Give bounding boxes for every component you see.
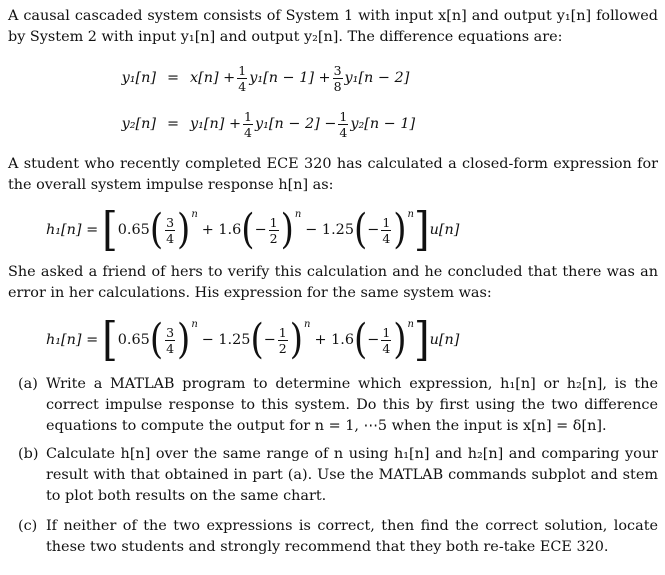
expr1-base3 <box>381 216 391 245</box>
expr1-paren: ) <box>280 206 294 254</box>
difference-equation-2 <box>100 104 500 144</box>
expr2-coef1: 0.65 <box>117 331 150 348</box>
eq2-term3: y₂[n − 1] <box>350 115 416 132</box>
eq1-f1-den: 4 <box>238 78 247 94</box>
expr1-paren: ) <box>393 206 407 254</box>
intro-paragraph: A causal cascaded system consists of System 1 with input x[n] and output y₁[n] followed by System 2 with input y₁[n] and output y₂[n]. The difference equations are: <box>8 8 658 45</box>
expr1-lhs: h₁[n] = <box>46 221 99 238</box>
question-a-text: Write a MATLAB program to determine which expression, h₁[n] or h₂[n], is the correct impulse response to this system. Do this by first using the two difference equations to compute the output for n = 1, ⋯5 when the input is x[n] = δ[n]. <box>46 376 658 434</box>
expr1-paren: ) <box>177 206 191 254</box>
eq2-f2-num: 1 <box>339 108 348 124</box>
eq1-equals: = <box>166 69 180 86</box>
eq1-term3: y₁[n − 2] <box>344 69 410 86</box>
eq2-term2: y₁[n − 2] − <box>254 115 337 132</box>
expr1-b2-den: 2 <box>269 230 278 246</box>
expr2-step: u[n] <box>429 331 460 348</box>
question-c-label: (c) <box>18 518 38 534</box>
eq2-equals: = <box>166 115 180 132</box>
expr2-exp1: n <box>191 318 198 330</box>
expr1-b2-sign: − <box>254 221 267 238</box>
expr1-b3-num: 1 <box>382 214 391 230</box>
eq2-f1-den: 4 <box>244 124 252 140</box>
expr2-term2-coef: − 1.25 <box>201 331 251 348</box>
expr2-exp2: n <box>304 318 311 330</box>
student-paragraph: A student who recently completed ECE 320 has calculated a closed-form expression for the overall system impulse response h[n] as: <box>8 156 658 193</box>
eq2-f2-den: 4 <box>339 124 348 140</box>
expr1-paren: ( <box>149 206 164 254</box>
eq2-term1: y₁[n] + <box>190 115 242 132</box>
question-b-text: Calculate h[n] over the same range of n using h₁[n] and h₂[n] and comparing your result with that obtained in part (a). Use the MATLAB commands subplot and stem to plot both results on the same chart. <box>46 446 658 504</box>
eq2-lhs: y₂[n] <box>121 115 156 132</box>
eq1-fraction-2 <box>333 64 343 93</box>
expr1-b1-num: 3 <box>166 214 175 230</box>
expr2-b3-sign: − <box>367 331 380 348</box>
expr2-b2-sign: − <box>263 331 276 348</box>
expr2-paren: ( <box>353 316 368 364</box>
expr2-b3-den: 4 <box>382 340 391 356</box>
eq1-f1-num: 1 <box>238 62 247 78</box>
question-c-text: If neither of the two expressions is correct, then find the correct solution, locate these two students and strongly recommend that they both re-take ECE 320. <box>46 518 658 555</box>
difference-equation-1 <box>100 58 500 98</box>
eq1-f2-num: 3 <box>333 62 342 78</box>
expr1-paren: ( <box>353 206 368 254</box>
question-b-label: (b) <box>18 446 39 462</box>
expr1-exp3: n <box>407 208 414 220</box>
expr1-close-bracket: ] <box>413 203 430 257</box>
expr2-close-bracket: ] <box>413 313 430 367</box>
question-a-label: (a) <box>18 376 38 392</box>
eq2-rhs <box>190 110 415 139</box>
eq1-lhs: y₁[n] <box>121 69 156 86</box>
expr2-paren: ) <box>393 316 407 364</box>
expr2-b1-num: 3 <box>166 324 175 340</box>
eq1-f2-den: 8 <box>333 78 342 94</box>
eq1-rhs <box>190 64 409 93</box>
expr2-paren: ) <box>289 316 303 364</box>
eq2-fraction-2 <box>338 110 348 139</box>
expr2-b3-num: 1 <box>382 324 391 340</box>
expr2-lhs: h₁[n] = <box>46 331 99 348</box>
expr2-b2-den: 2 <box>278 340 287 356</box>
expr2-base2 <box>278 326 288 355</box>
expr2-exp3: n <box>407 318 414 330</box>
expr1-b2-num: 1 <box>269 214 278 230</box>
eq2-f1-num: 1 <box>244 108 252 124</box>
expr1-coef1: 0.65 <box>117 221 150 238</box>
expr1-step: u[n] <box>429 221 460 238</box>
expr2-base1 <box>165 326 175 355</box>
expr1-paren: ( <box>241 206 255 254</box>
expr2-b2-num: 1 <box>278 324 287 340</box>
expr2-b1-den: 4 <box>166 340 175 356</box>
expr1-open-bracket: [ <box>102 203 118 257</box>
eq1-fraction-1 <box>237 64 247 93</box>
expr2-paren: ( <box>250 316 264 364</box>
expr2-open-bracket: [ <box>102 313 118 367</box>
expr1-exp1: n <box>191 208 198 220</box>
expr1-term3-coef: − 1.25 <box>305 221 354 238</box>
eq1-term1: x[n] + <box>190 69 236 86</box>
friend-paragraph: She asked a friend of hers to verify this calculation and he concluded that there was an error in her calculations. His expression for the same system was: <box>8 264 658 301</box>
expr2-term3-coef: + 1.6 <box>314 331 354 348</box>
expr2-base3 <box>381 326 391 355</box>
friend-expression <box>46 313 459 367</box>
expr1-base2 <box>269 216 279 245</box>
expr1-b3-sign: − <box>367 221 380 238</box>
expr1-b1-den: 4 <box>166 230 175 246</box>
expr1-b3-den: 4 <box>382 230 391 246</box>
expr2-paren: ( <box>149 316 164 364</box>
expr2-paren: ) <box>177 316 191 364</box>
eq1-term2: y₁[n − 1] + <box>249 69 331 86</box>
expr1-exp2: n <box>294 208 302 220</box>
eq2-fraction-1 <box>243 110 253 139</box>
student-expression <box>46 203 459 257</box>
expr1-term2-coef: + 1.6 <box>201 221 242 238</box>
expr1-base1 <box>165 216 175 245</box>
